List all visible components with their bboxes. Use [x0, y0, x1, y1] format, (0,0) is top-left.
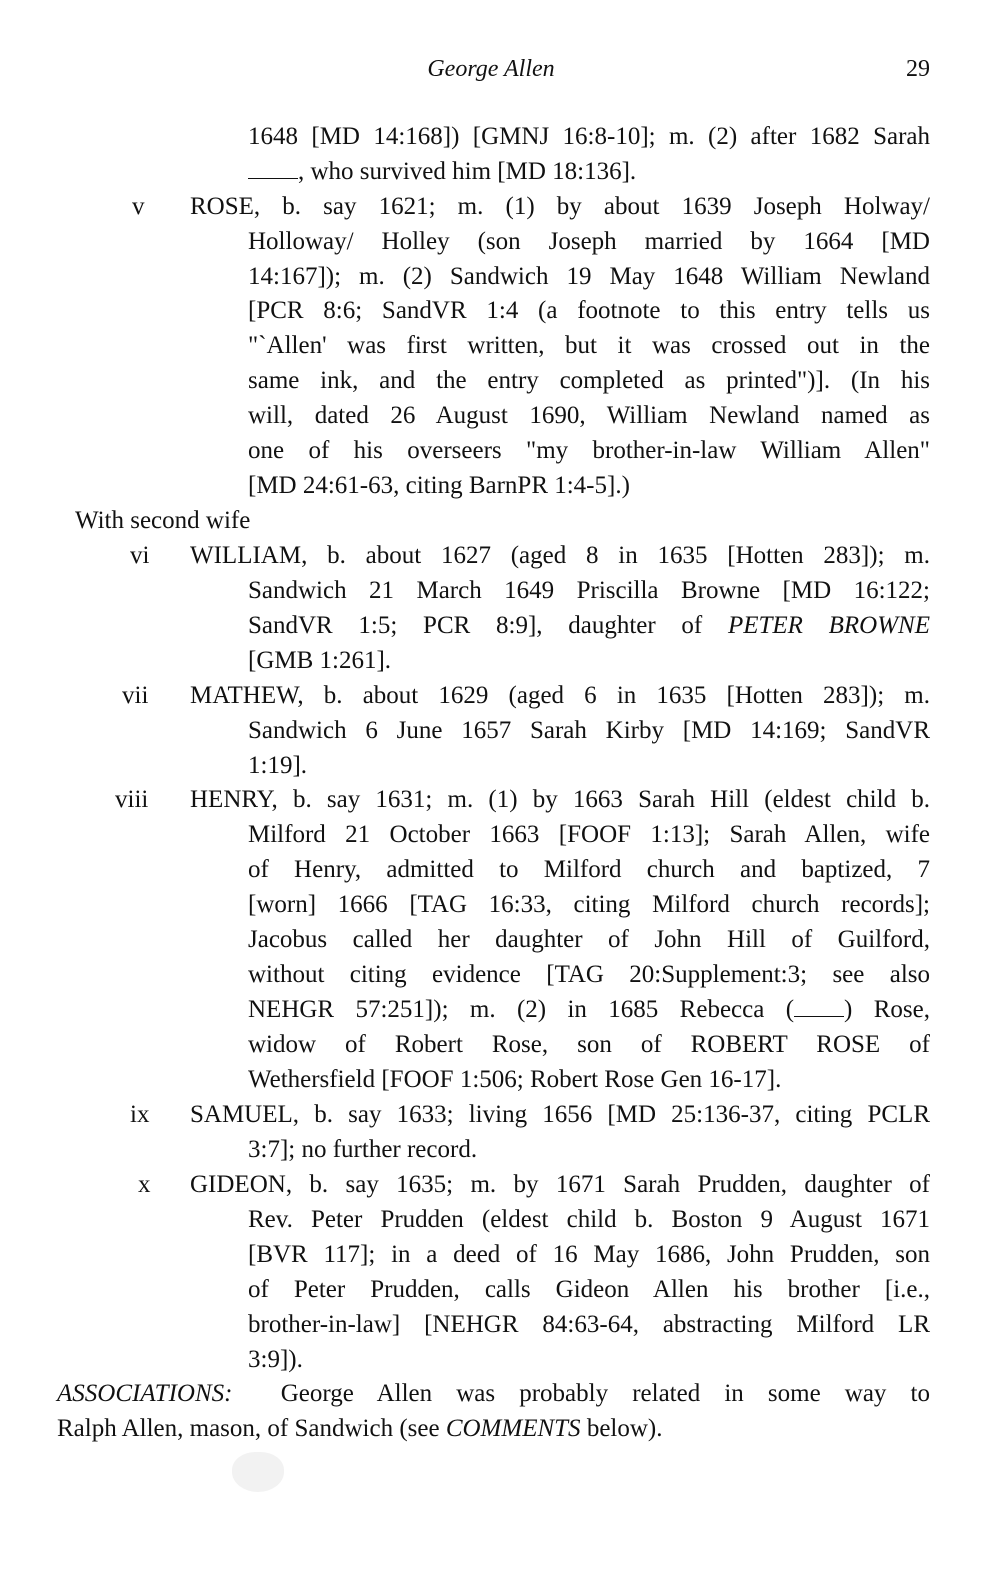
text-line: of Henry, admitted to Milford church and baptized, 7: [248, 856, 930, 883]
text-span: NEHGR 57:251]); m. (2) in 1685 Rebecca (: [248, 996, 795, 1023]
text-line: [57, 1377, 930, 1412]
name-blank: [248, 156, 298, 180]
text-line: [PCR 8:6; SandVR 1:4 (a footnote to this entry tells us: [248, 297, 930, 324]
text-line: one of his overseers "my brother-in-law William Allen": [248, 437, 930, 464]
running-title: George Allen: [427, 56, 555, 82]
text-line: Sandwich 21 March 1649 Priscilla Browne [MD 16:122;: [248, 577, 930, 604]
text-line: 3:9]).: [248, 1346, 303, 1373]
text-line: "`Allen' was first written, but it was crossed out in the: [248, 332, 930, 359]
text-line: [worn] 1666 [TAG 16:33, citing Milford church records];: [248, 891, 930, 918]
text-line: will, dated 26 August 1690, William Newland named as: [248, 402, 930, 429]
text-line: Sandwich 6 June 1657 Sarah Kirby [MD 14:169; SandVR: [248, 717, 930, 744]
entry-heading-line: MATHEW, b. about 1629 (aged 6 in 1635 [Hotten 283]); m.: [190, 682, 930, 709]
entry-heading-line: ROSE, b. say 1621; m. (1) by about 1639 Joseph Holway/: [190, 193, 930, 220]
page-number: 29: [906, 56, 930, 82]
section-label: With second wife: [75, 507, 251, 534]
text-span: below).: [580, 1415, 663, 1442]
text-span: ) Rose,: [844, 996, 930, 1023]
text-line: Holloway/ Holley (son Joseph married by 1664 [MD: [248, 228, 930, 255]
entry-numeral: vi: [130, 542, 150, 569]
entry-heading-line: GIDEON, b. say 1635; m. by 1671 Sarah Prudden, daughter of: [190, 1171, 930, 1198]
entry-heading-line: WILLIAM, b. about 1627 (aged 8 in 1635 [Hotten 283]); m.: [190, 542, 930, 569]
maiden-name-blank: [794, 994, 844, 1018]
cross-reference-name: PETER BROWNE: [727, 612, 931, 639]
text-line: Jacobus called her daughter of John Hill of Guilford,: [248, 926, 930, 953]
entry-heading-line: HENRY, b. say 1631; m. (1) by 1663 Sarah Hill (eldest child b.: [190, 786, 930, 813]
text-line: Wethersfield [FOOF 1:506; Robert Rose Gen 16-17].: [248, 1066, 782, 1093]
text-line: 1648 [MD 14:168]) [GMNJ 16:8-10]; m. (2) after 1682 Sarah: [248, 123, 930, 150]
entry-numeral: ix: [130, 1101, 150, 1128]
text-line: [GMB 1:261].: [248, 647, 392, 674]
text-span: SandVR 1:5; PCR 8:9], daughter of: [248, 612, 728, 639]
entry-numeral: x: [138, 1171, 151, 1198]
text-line: 14:167]); m. (2) Sandwich 19 May 1648 William Newland: [248, 263, 930, 290]
entry-numeral: v: [132, 193, 145, 220]
text-line: of Peter Prudden, calls Gideon Allen his brother [i.e.,: [248, 1276, 930, 1303]
running-header: [0, 52, 1000, 88]
text-line: 1:19].: [248, 752, 308, 779]
text-line: 3:7]; no further record.: [248, 1136, 478, 1163]
entry-heading-line: SAMUEL, b. say 1633; living 1656 [MD 25:136-37, citing PCLR: [190, 1101, 930, 1128]
text-line: Rev. Peter Prudden (eldest child b. Boston 9 August 1671: [248, 1206, 930, 1233]
text-line: [BVR 117]; in a deed of 16 May 1686, John Prudden, son: [248, 1241, 930, 1268]
faint-smudge: [232, 1452, 284, 1492]
text-line: Milford 21 October 1663 [FOOF 1:13]; Sarah Allen, wife: [248, 821, 930, 848]
text-line: [MD 24:61-63, citing BarnPR 1:4-5].): [248, 472, 630, 499]
text-line: brother-in-law] [NEHGR 84:63-64, abstracting Milford LR: [248, 1311, 930, 1338]
text-line: [57, 1412, 930, 1447]
text-line: [248, 993, 930, 1028]
entry-numeral: viii: [115, 786, 149, 813]
text-span: , who survived him [MD 18:136].: [298, 158, 637, 185]
text-line: [248, 155, 930, 190]
associations-label: ASSOCIATIONS:: [57, 1380, 233, 1407]
text-span: Ralph Allen, mason, of Sandwich (see: [57, 1415, 446, 1442]
text-line: [248, 609, 930, 644]
comments-reference: COMMENTS: [445, 1415, 581, 1442]
text-span: George Allen was probably related in some way to: [280, 1380, 931, 1407]
text-line: without citing evidence [TAG 20:Supplement:3; see also: [248, 961, 930, 988]
entry-numeral: vii: [122, 682, 149, 709]
text-line: same ink, and the entry completed as printed")]. (In his: [248, 367, 930, 394]
text-line: widow of Robert Rose, son of ROBERT ROSE of: [248, 1031, 930, 1058]
